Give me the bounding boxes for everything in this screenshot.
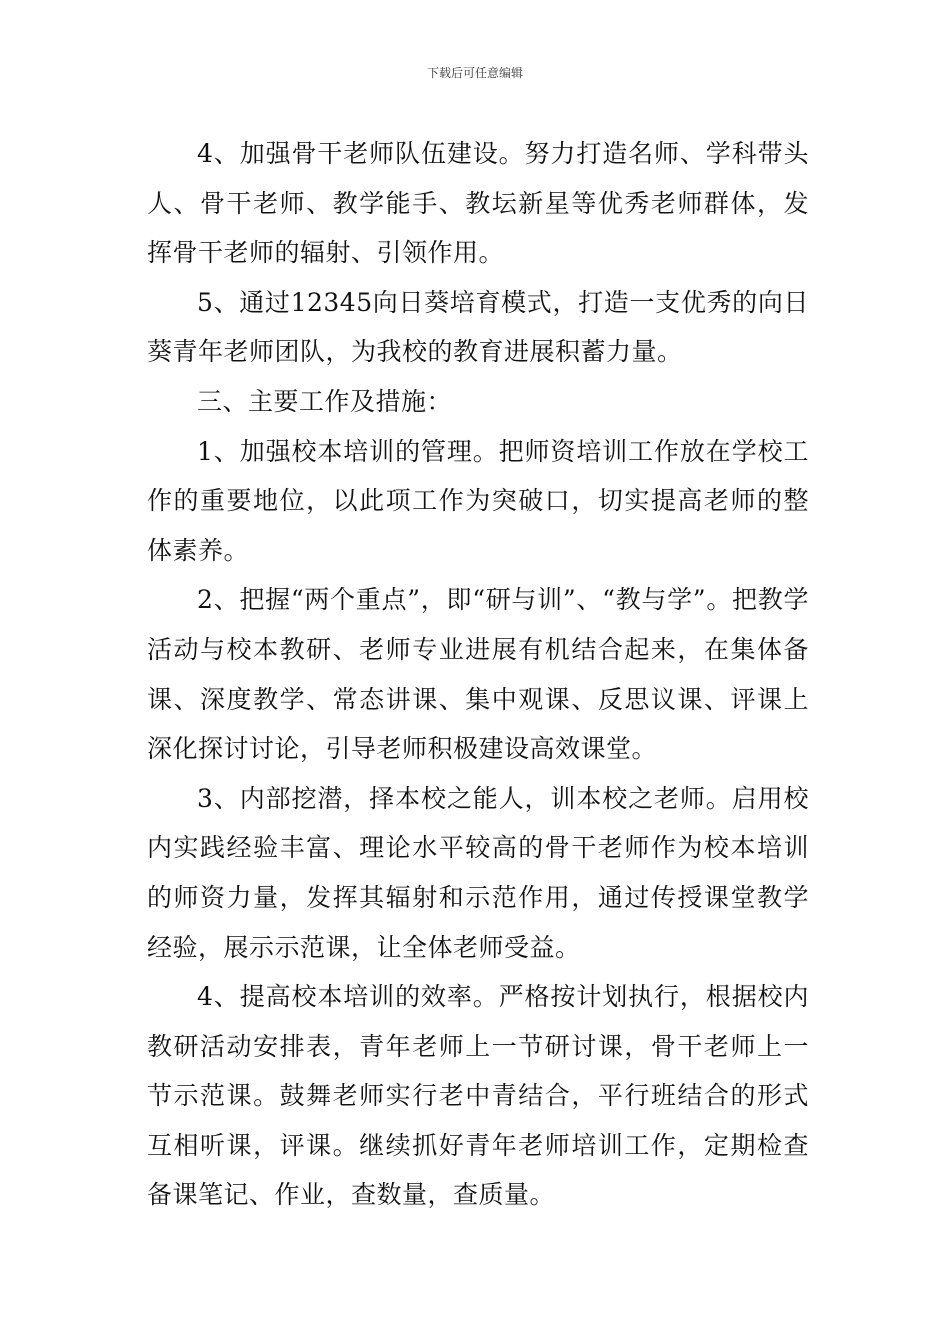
- page-header: 下载后可任意编辑: [426, 66, 523, 80]
- paragraph-two-key-points: 2、把握“两个重点”，即“研与训”、“教与学”。把教学活动与校本教研、老师专业进展有机结合起来，在集体备课、深度教学、常态讲课、集中观课、反思议课、评课上深化探讨讨论，引导老师积极建设高效课堂。: [147, 585, 809, 764]
- paragraph-training-efficiency: 4、提高校本培训的效率。严格按计划执行，根据校内教研活动安排表，青年老师上一节研讨课，骨干老师上一节示范课。鼓舞老师实行老中青结合，平行班结合的形式互相听课，评课。继续抓好青年老师培训工作，定期检查备课笔记、作业，查数量，查质量。: [147, 982, 809, 1210]
- document-body: [147, 129, 809, 1220]
- paragraph-backbone-teachers: 4、加强骨干老师队伍建设。努力打造名师、学科带头人、骨干老师、教学能手、教坛新星等优秀老师群体，发挥骨干老师的辐射、引领作用。: [147, 139, 809, 268]
- paragraph-training-management: 1、加强校本培训的管理。把师资培训工作放在学校工作的重要地位，以此项工作为突破口，切实提高老师的整体素养。: [147, 436, 809, 565]
- paragraph-sunflower-model: 5、通过12345向日葵培育模式，打造一支优秀的向日葵青年老师团队，为我校的教育进展积蓄力量。: [147, 287, 809, 367]
- paragraph-internal-potential: 3、内部挖潜，择本校之能人，训本校之老师。启用校内实践经验丰富、理论水平较高的骨干老师作为校本培训的师资力量，发挥其辐射和示范作用，通过传授课堂教学经验，展示示范课，让全体老师受益。: [147, 783, 809, 962]
- section-heading-main-work: 三、主要工作及措施：: [197, 386, 453, 416]
